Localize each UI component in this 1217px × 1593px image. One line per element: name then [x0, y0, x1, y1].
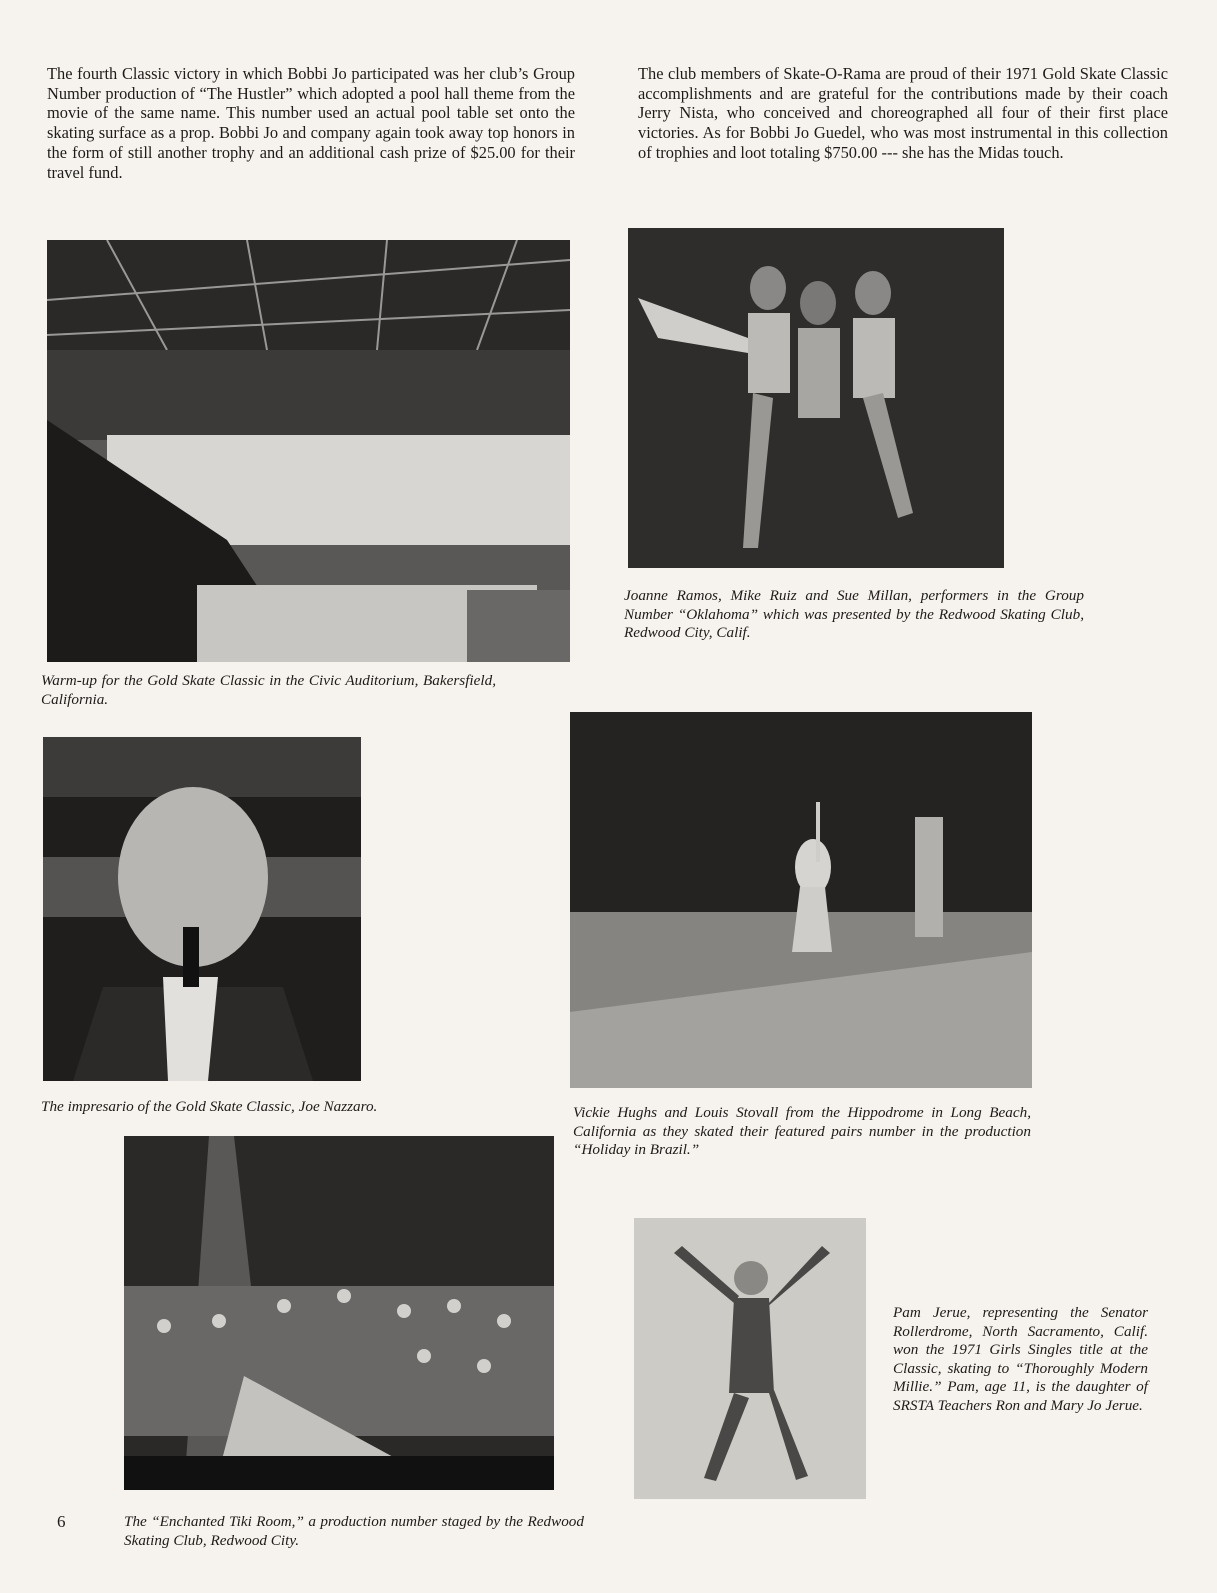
caption-pairs: Vickie Hughs and Louis Stovall from the Hippodrome in Long Beach, California as they skated their featured pairs number in the production “Holiday in Brazil.” — [573, 1104, 1031, 1159]
photo-auditorium-warmup — [47, 240, 570, 662]
caption-impresario: The impresario of the Gold Skate Classic, Joe Nazzaro. — [41, 1098, 378, 1115]
photo-tiki-room — [124, 1136, 554, 1490]
article-paragraph-left: The fourth Classic victory in which Bobbi Jo participated was her club’s Group Number production of “The Hustler” which adopted a pool hall theme from the movie of the same name. This number used an actual pool table set onto the skating surface as a prop. Bobbi Jo and company again took away top honors in the form of still another trophy and an additional cash prize of $25.00 for their travel fund. — [47, 64, 575, 182]
caption-tiki: The “Enchanted Tiki Room,” a production number staged by the Redwood Skating Club, Redwood City. — [124, 1513, 584, 1549]
photo-pairs-skaters — [570, 712, 1032, 1088]
photo-joe-nazzaro — [43, 737, 361, 1081]
article-paragraph-right: The club members of Skate-O-Rama are proud of their 1971 Gold Skate Classic accomplishments and are grateful for the contributions made by their coach Jerry Nista, who conceived and choreographed all four of their first place victories. As for Bobbi Jo Guedel, who was most instrumental in this collection of trophies and loot totaling $750.00 --- she has the Midas touch. — [638, 64, 1168, 162]
photo-oklahoma-performers — [628, 228, 1004, 568]
caption-warmup: Warm-up for the Gold Skate Classic in the Civic Auditorium, Bakersfield, California. — [41, 672, 496, 708]
caption-pam: Pam Jerue, representing the Senator Rollerdrome, North Sacramento, Calif. won the 1971 Girls Singles title at the Classic, skating to “Thoroughly Modern Millie.” Pam, age 11, is the daughter of SRSTA Teachers Ron and Mary Jo Jerue. — [893, 1304, 1148, 1414]
photo-pam-jerue — [634, 1218, 866, 1499]
caption-oklahoma: Joanne Ramos, Mike Ruiz and Sue Millan, performers in the Group Number “Oklahoma” which was presented by the Redwood Skating Club, Redwood City, Calif. — [624, 587, 1084, 642]
page-number: 6 — [57, 1512, 66, 1531]
